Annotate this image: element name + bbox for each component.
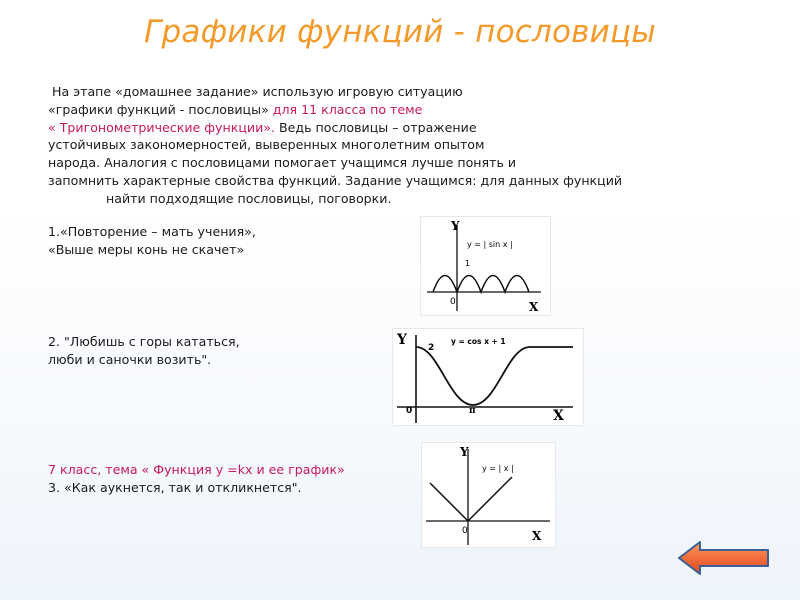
y-axis-label: Y: [460, 445, 469, 459]
intro-line-5: народа. Аналогия с пословицами помогает учащимся лучше понять и: [48, 155, 517, 171]
proverb-2-line-1: 2. "Любишь с горы кататься,: [48, 334, 240, 349]
x-axis-label: X: [529, 300, 539, 314]
abs-sin-curve: [433, 276, 529, 293]
intro-line-1: На этапе «домашнее задание» использую игровую ситуацию: [52, 84, 463, 99]
proverb-3-line: 3. «Как аукнется, так и откликнется".: [48, 480, 302, 495]
intro-paragraph: [48, 83, 748, 208]
proverb-2-line-2: люби и саночки возить".: [48, 352, 212, 367]
proverb-1-line-1: 1.«Повторение – мать учения»,: [48, 224, 256, 239]
origin-label: 0: [450, 297, 456, 307]
intro-line-4: устойчивых закономерностей, выверенных многолетним опытом: [48, 137, 485, 153]
cos-curve: [416, 347, 573, 405]
graph-abs-x: [422, 443, 555, 547]
graph-abs-sin: [421, 217, 550, 315]
left-arrow-icon: [676, 540, 772, 576]
intro-grade-highlight: для 11 класса по теме: [268, 101, 423, 117]
intro-line-3: « Тригонометрические функции». Ведь пословицы – отражение: [48, 119, 477, 135]
y-axis-label: Y: [451, 219, 460, 233]
tick-two: 2: [428, 343, 435, 353]
formula-label: y = | sin x |: [467, 240, 513, 249]
proverb-item-2: [48, 333, 240, 369]
origin-label: 0: [406, 406, 413, 416]
proverb-1-line-2: «Выше меры конь не скачет»: [48, 242, 245, 257]
proverb-item-1: [48, 223, 256, 259]
x-axis-label: X: [532, 529, 542, 543]
tick-pi: π: [469, 406, 476, 416]
proverb-item-3: [48, 461, 345, 497]
graph-abs-x-svg: [422, 443, 555, 547]
back-button[interactable]: [676, 540, 772, 576]
formula-label: y = | x |: [482, 464, 514, 473]
y-axis-label: Y: [397, 332, 407, 348]
abs-x-curve: [430, 477, 512, 521]
graph-cos-svg: [393, 329, 583, 425]
intro-line-2: «графики функций - пословицы» для 11 класса по теме: [48, 101, 423, 117]
page-title: Графики функций - пословицы: [144, 14, 656, 50]
formula-label: y = cos x + 1: [451, 337, 506, 346]
tick-one: 1: [465, 259, 471, 268]
graph-cos-plus-one: [393, 329, 583, 425]
intro-line-6: запомнить характерные свойства функций. Задание учащимся: для данных функций: [48, 172, 623, 188]
graph-abs-sin-svg: [421, 217, 550, 315]
proverb-3-topic: 7 класс, тема « Функция у =kx и ее график»: [48, 462, 345, 477]
intro-topic-highlight: « Тригонометрические функции».: [48, 119, 275, 135]
origin-label: 0: [462, 526, 468, 536]
intro-line-7: найти подходящие пословицы, поговорки.: [106, 190, 392, 206]
x-axis-label: X: [553, 408, 564, 424]
